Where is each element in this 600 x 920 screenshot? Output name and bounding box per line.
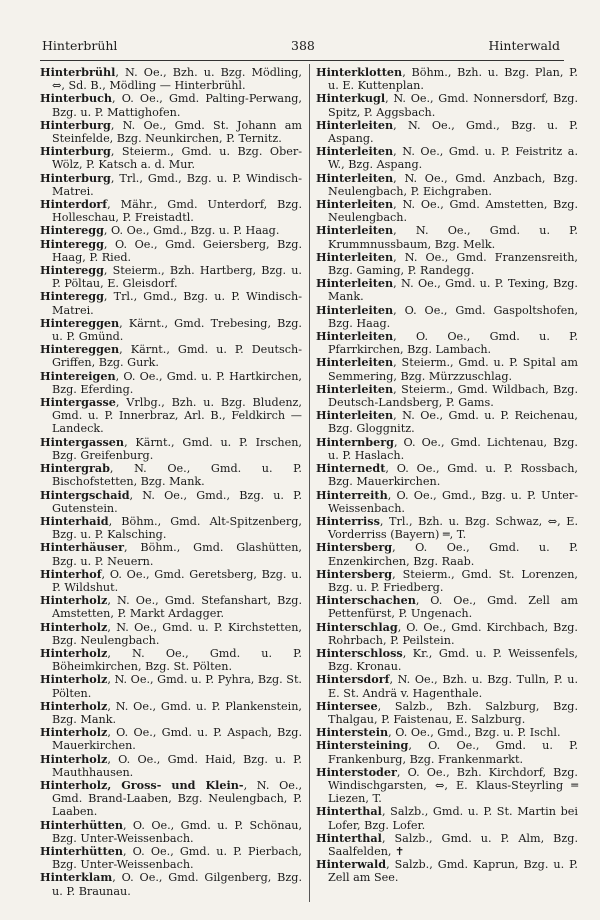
gazetteer-entry [40,489,302,515]
gazetteer-entry [316,277,578,303]
gazetteer-entry [40,779,302,819]
entry-headword: Hinterleiten [316,381,394,396]
entry-text: , Trl., Gmd., Bzg. u. P. Windisch-Matrei. [52,290,302,317]
entry-headword: Hinterhof [40,566,102,581]
gazetteer-entry [40,119,302,145]
entry-headword: Hinterbuch [40,91,113,106]
entry-text: , Steierm., Gmd. Wildbach, Bzg. Deutsch-Landsberg, P. Gams. [328,382,578,410]
gazetteer-entry [40,238,302,264]
gazetteer-entry [316,858,578,884]
entry-text: , O. Oe., Gmd. Kirchbach, Bzg. Rohrbach, P. Peilstein. [328,620,578,647]
gazetteer-entry [316,832,578,858]
gazetteer-entry [40,290,302,316]
entry-text: , N. Oe., Gmd. u. P. Plankenstein, Bzg. Mank. [52,699,302,726]
entry-headword: Hinterleiten [316,408,394,423]
gazetteer-entry [40,541,302,567]
gazetteer-entry [40,515,302,541]
header-rule [40,60,564,61]
entry-headword: Hinteregg [40,236,104,251]
entry-text: , N. Oe., Gmd. u. P. Böheimkirchen, Bzg. St. Pölten. [52,646,302,674]
entry-headword: Hinterholz [40,725,108,740]
gazetteer-entry [40,871,302,897]
entry-text: , O. Oe., Gmd. u. P. Enzenkirchen, Bzg. Raab. [328,541,578,568]
entry-headword: Hinterleiten [316,117,394,132]
gazetteer-entry [316,489,578,515]
entry-text: , N. Oe., Bzh. u. Bzg. Mödling, ⇔, Sd. B., Mödling — Hinterbrühl. [52,66,302,93]
entry-text: , Salzb., Gmd. u. P. Alm, Bzg. Saalfelden, ✝ [328,831,578,858]
gazetteer-entry [316,805,578,831]
entry-headword: Hinterleiten [316,302,394,317]
entry-text: , Kärnt., Gmd. Trebesing, Bzg. u. P. Gmünd. [52,316,302,344]
entry-text: , O. Oe., Gmd. Gaspoltshofen, Bzg. Haag. [328,303,578,330]
entry-headword: Hintergasse [40,395,116,410]
gazetteer-entry [316,92,578,118]
entry-headword: Hinterholz, Gross- und Klein- [40,777,244,792]
entry-headword: Hinterburg [40,144,111,159]
gazetteer-entry [316,145,578,171]
gazetteer-entry [316,621,578,647]
gazetteer-entry [40,343,302,369]
entry-text: , O. Oe., Gmd. u. P. Rossbach, Bzg. Mauerkirchen. [328,462,578,489]
gazetteer-entry [316,409,578,435]
entry-headword: Hintersberg [316,540,393,555]
entry-headword: Hintersberg [316,566,393,581]
gazetteer-entry [40,436,302,462]
gazetteer-entry [40,819,302,845]
entry-text: , N. Oe., Gmd. u. P. Pyhra, Bzg. St. Pölten. [52,673,302,700]
entry-text: , Salzb., Bzh. Salzburg, Bzg. Thalgau, P. Faistenau, E. Salzburg. [328,699,578,726]
entry-headword: Hinterleiten [316,197,394,212]
entry-headword: Hintersdorf [316,672,390,687]
entry-text: , N. Oe., Gmd. u. P. Texing, Bzg. Mank. [328,277,578,304]
entry-headword: Hinterleiten [316,170,394,185]
gazetteer-entry [316,119,578,145]
entry-headword: Hinterhäuser [40,540,124,555]
entry-headword: Hinterbrühl [40,65,116,79]
entry-text: , Steierm., Gmd. u. P. Spital am Semmering, Bzg. Mürzzuschlag. [328,356,578,383]
gazetteer-entry [316,673,578,699]
entry-text: , N. Oe., Gmd. Brand-Laaben, Bzg. Neulengbach, P. Laaben. [52,778,303,819]
gazetteer-entry [316,251,578,277]
gazetteer-entry [316,515,578,541]
entry-text: , O. Oe., Gmd. u. P. Aspach, Bzg. Mauerkirchen. [52,726,302,753]
entry-headword: Hinterschlag [316,619,398,634]
column-divider [309,64,310,902]
gazetteer-entry [40,647,302,673]
gazetteer-entry [316,739,578,765]
gazetteer-entry [316,66,578,92]
header-right-keyword: Hinterwald [488,38,560,53]
entry-text: , N. Oe., Gmd. St. Johann am Steinfelde, Bzg. Neunkirchen, P. Ternitz. [52,118,302,146]
gazetteer-entry [40,370,302,396]
entry-text: , O. Oe., Gmd. Haid, Bzg. u. P. Mauthhausen. [52,752,302,779]
entry-headword: Hinterleiten [316,355,394,370]
entry-text: , N. Oe., Gmd. u. P. Krummnussbaum, Bzg. Melk. [328,224,578,251]
entry-headword: Hinterklam [40,870,113,885]
gazetteer-entry [40,92,302,118]
entry-headword: Hinteregg [40,223,104,238]
entry-text: , O. Oe., Gmd. u. P. Pfarrkirchen, Bzg. Lambach. [328,330,578,357]
gazetteer-entry [40,700,302,726]
left-column [40,66,302,898]
entry-text: , N. Oe., Gmd. u. P. Bischofstetten, Bzg. Mank. [52,462,302,489]
entry-text: , O. Oe., Gmd. u. P. Hartkirchen, Bzg. Eferding. [52,369,302,396]
entry-headword: Hintergschaid [40,487,130,502]
gazetteer-entry [316,700,578,726]
entry-text: , O. Oe., Gmd. u. P. Frankenburg, Bzg. Frankenmarkt. [328,739,578,766]
gazetteer-entry [40,462,302,488]
entry-headword: Hinterkugl [316,91,386,106]
gazetteer-entry [40,753,302,779]
gazetteer-entry [316,356,578,382]
entry-text: , N. Oe., Bzh. u. Bzg. Tulln, P. u. E. St. Andrä v. Hagenthale. [328,673,578,700]
gazetteer-entry [40,172,302,198]
entry-text: , N. Oe., Gmd., Bzg. u. P. Aspang. [328,118,578,146]
entry-headword: Hinterleiten [316,276,394,291]
entry-text: , O. Oe., Gmd. Geiersberg, Bzg. Haag, P. Ried. [52,237,302,264]
gazetteer-entry [40,621,302,647]
entry-headword: Hinteregg [40,263,104,278]
entry-headword: Hintergassen [40,434,125,449]
entry-text: , N. Oe., Gmd. u. P. Kirchstetten, Bzg. Neulengbach. [52,620,302,647]
entry-text: , N. Oe., Gmd., Bzg. u. P. Gutenstein. [52,488,302,515]
entry-headword: Hinterstein [316,725,389,740]
entry-headword: Hinterholz [40,698,108,713]
entry-text: , O. Oe., Gmd. Gilgenberg, Bzg. u. P. Braunau. [52,871,302,898]
entry-headword: Hinterthal [316,804,382,819]
entry-text: , N. Oe., Gmd. Anzbach, Bzg. Neulengbach, P. Eichgraben. [328,171,578,198]
entry-headword: Hinterburg [40,117,111,132]
gazetteer-entry [40,726,302,752]
entry-headword: Hinterreith [316,487,388,502]
entry-headword: Hintereggen [40,315,120,330]
entry-text: , O. Oe., Gmd. Palting-Perwang, Bzg. u. P. Mattighofen. [52,92,302,119]
entry-headword: Hintergrab [40,461,110,476]
entry-headword: Hinterleiten [316,249,394,264]
entry-text: , N. Oe., Gmd. u. P. Reichenau, Bzg. Gloggnitz. [328,409,578,436]
entry-text: , Trl., Bzh. u. Bzg. Schwaz, ⇔, E. Vorderriss (Bayern) ═, T. [328,514,578,542]
entry-text: , O. Oe., Gmd. u. P. Schönau, Bzg. Unter-Weissenbach. [52,818,302,845]
entry-text: , N. Oe., Gmd. Nonnersdorf, Bzg. Spitz, P. Aggsbach. [328,92,578,119]
entry-headword: Hinterthal [316,830,382,845]
entry-text: , Trl., Gmd., Bzg. u. P. Windisch-Matrei. [52,171,302,198]
entry-headword: Hinterschachen [316,593,416,608]
page-number: 388 [291,38,315,53]
entry-text: , Salzb., Gmd. u. P. St. Martin bei Lofer, Bzg. Lofer. [328,805,578,832]
entry-headword: Hinterriss [316,513,380,528]
entry-text: , N. Oe., Gmd. Amstetten, Bzg. Neulengbach. [328,198,578,225]
entry-text: , Kr., Gmd. u. P. Weissenfels, Bzg. Kronau. [328,646,578,674]
gazetteer-entry [316,436,578,462]
entry-headword: Hinternedt [316,461,386,476]
gazetteer-entry [316,224,578,250]
gazetteer-entry [40,145,302,171]
entry-headword: Hinterholz [40,672,108,687]
gazetteer-entry [316,462,578,488]
entry-headword: Hinterholz [40,619,108,634]
entry-headword: Hinterstoder [316,764,397,779]
entry-headword: Hinterholz [40,751,108,766]
gazetteer-entry [40,845,302,871]
entry-text: , N. Oe., Gmd. u. P. Feistritz a. W., Bzg. Aspang. [328,145,578,172]
gazetteer-entry [40,594,302,620]
entry-text: , O. Oe., Gmd. Geretsberg, Bzg. u. P. Wildshut. [52,567,302,594]
entry-text: , O. Oe., Gmd. Lichtenau, Bzg. u. P. Haslach. [328,435,578,462]
entry-headword: Hinterschloss [316,645,403,660]
entry-text: , N. Oe., Gmd. Stefanshart, Bzg. Amstetten, P. Markt Ardagger. [52,594,302,621]
entry-text: , Steierm., Gmd. u. Bzg. Ober-Wölz, P. Katsch a. d. Mur. [52,145,302,172]
gazetteer-entry [316,766,578,806]
entry-text: , Steierm., Gmd. St. Lorenzen, Bzg. u. P. Friedberg. [328,567,578,594]
entry-headword: Hinteregg [40,289,104,304]
gazetteer-entry [316,541,578,567]
gazetteer-entry [316,198,578,224]
entry-text: , Steierm., Bzh. Hartberg, Bzg. u. P. Pöltau, E. Gleisdorf. [52,264,302,291]
gazetteer-entry [316,594,578,620]
gazetteer-entry [316,330,578,356]
gazetteer-entry [316,383,578,409]
entry-headword: Hinterburg [40,170,111,185]
entry-text: , Vrlbg., Bzh. u. Bzg. Bludenz, Gmd. u. P. Innerbraz, Arl. B., Feldkirch — Landeck. [52,396,302,436]
entry-headword: Hintereigen [40,368,116,383]
entry-text: , N. Oe., Gmd. Franzensreith, Bzg. Gaming, P. Randegg. [328,250,578,278]
entry-text: , Kärnt., Gmd. u. P. Deutsch-Griffen, Bzg. Gurk. [52,343,302,370]
entry-text: , O. Oe., Gmd. Zell am Pettenfürst, P. Ungenach. [328,594,578,621]
entry-text: , Böhm., Gmd. Glashütten, Bzg. u. P. Neuern. [52,541,302,568]
entry-headword: Hinterleiten [316,223,394,238]
gazetteer-entry [316,172,578,198]
entry-text: , Böhm., Bzh. u. Bzg. Plan, P. u. E. Kuttenplan. [328,66,578,93]
entry-text: , O. Oe., Gmd., Bzg. u. P. Haag. [103,224,280,238]
right-column [316,66,578,885]
entry-headword: Hintersee [316,698,378,713]
entry-headword: Hinterwald [316,857,387,872]
page-header [42,38,560,58]
gazetteer-entry [316,304,578,330]
entry-text: , Böhm., Gmd. Alt-Spitzenberg, Bzg. u. P. Kalsching. [52,514,302,542]
entry-headword: Hinterhütten [40,817,123,832]
entry-headword: Hinterholz [40,645,108,660]
entry-headword: Hinterleiten [316,144,394,159]
entry-headword: Hinternberg [316,434,394,449]
entry-headword: Hinterholz [40,593,108,608]
entry-text: , Kärnt., Gmd. u. P. Irschen, Bzg. Greifenburg. [52,435,302,462]
gazetteer-entry [40,568,302,594]
entry-headword: Hinterdorf [40,197,108,212]
gazetteer-entry [316,647,578,673]
entry-headword: Hintersteining [316,738,409,753]
entry-text: , Mähr., Gmd. Unterdorf, Bzg. Holleschau, P. Freistadtl. [52,198,302,225]
entry-text: , O. Oe., Gmd. u. P. Pierbach, Bzg. Unter-Weissenbach. [52,844,302,872]
gazetteer-entry [40,198,302,224]
entry-headword: Hintereggen [40,342,120,357]
entry-headword: Hinterleiten [316,329,394,344]
entry-text: , O. Oe., Gmd., Bzg. u. P. Ischl. [388,726,561,740]
entry-headword: Hinterhaid [40,513,109,528]
gazetteer-entry [40,396,302,436]
entry-headword: Hinterklotten [316,65,403,79]
entry-text: , O. Oe., Gmd., Bzg. u. P. Unter-Weissenbach. [328,488,578,515]
gazetteer-entry [40,66,302,92]
gazetteer-entry [40,673,302,699]
gazetteer-entry [40,264,302,290]
gazetteer-entry [40,317,302,343]
gazetteer-entry [316,568,578,594]
entry-text: , Salzb., Gmd. Kaprun, Bzg. u. P. Zell am See. [328,858,578,885]
entry-headword: Hinterhütten [40,843,123,858]
header-left-keyword: Hinterbrühl [42,38,118,53]
entry-text: , O. Oe., Bzh. Kirchdorf, Bzg. Windischgarsten, ⇔, E. Klaus-Steyrling ═ Liezen, T. [328,765,578,806]
